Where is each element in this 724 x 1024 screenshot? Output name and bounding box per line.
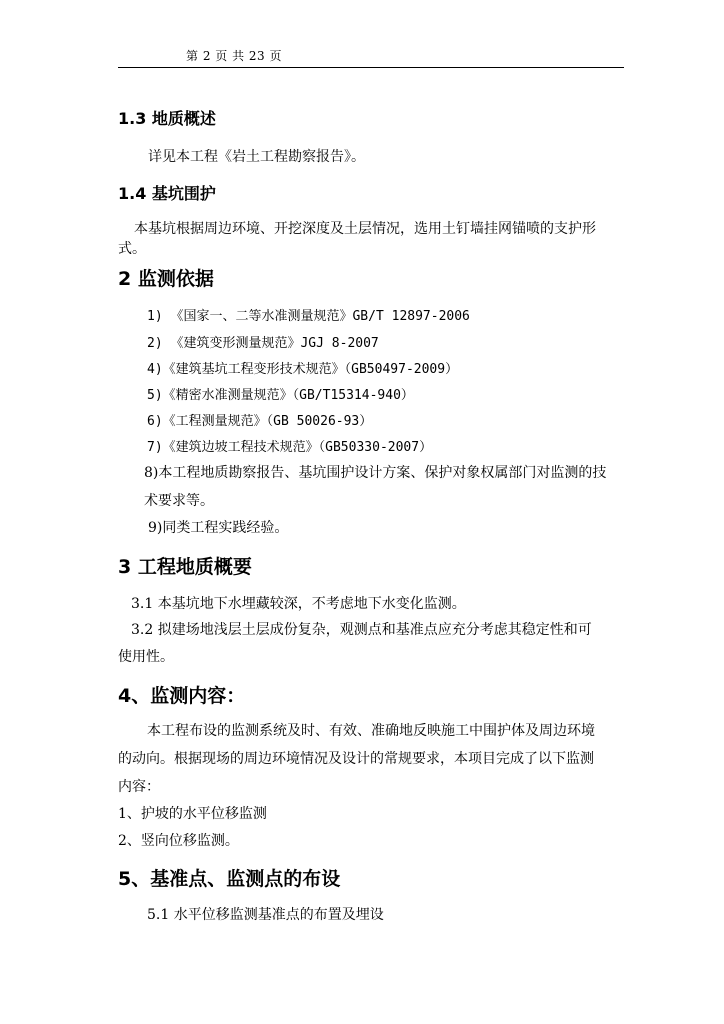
reference-item-8: 8)本工程地质勘察报告、基坑围护设计方案、保护对象权属部门对监测的技 — [144, 465, 607, 481]
section-4-title: 4、监测内容： — [118, 685, 246, 707]
reference-item-7: 7)《建筑边坡工程技术规范》（GB50330-2007） — [147, 440, 433, 455]
section-4-line-2: 的动向。根据现场的周边环境情况及设计的常规要求，本项目完成了以下监测 — [118, 751, 594, 767]
header-rule — [118, 67, 624, 68]
reference-item-2: 2) 《建筑变形测量规范》JGJ 8-2007 — [147, 336, 379, 351]
section-1-4-title: 1.4 基坑围护 — [118, 184, 216, 203]
section-3-line-2: 3.2 拟建场地浅层土层成份复杂，观测点和基准点应充分考虑其稳定性和可 — [131, 622, 592, 638]
section-5-subtitle: 5.1 水平位移监测基准点的布置及埋设 — [147, 907, 384, 923]
section-4-item-2: 2、竖向位移监测。 — [118, 833, 239, 849]
reference-item-8-cont: 术要求等。 — [144, 493, 214, 509]
section-1-3-title: 1.3 地质概述 — [118, 109, 216, 128]
reference-item-1: 1) 《国家一、二等水准测量规范》GB/T 12897-2006 — [147, 309, 470, 324]
section-4-item-1: 1、护坡的水平位移监测 — [118, 806, 267, 822]
section-3-line-3: 使用性。 — [118, 649, 174, 665]
reference-item-5: 5)《精密水准测量规范》（GB/T15314-940） — [147, 388, 414, 403]
section-5-title: 5、基准点、监测点的布设 — [118, 868, 341, 890]
section-4-line-3: 内容： — [118, 779, 160, 795]
section-1-4-body-line-1: 本基坑根据周边环境、开挖深度及土层情况，选用土钉墙挂网锚喷的支护形 — [134, 221, 596, 237]
section-3-line-1: 3.1 本基坑地下水埋藏较深，不考虑地下水变化监测。 — [131, 596, 466, 612]
reference-item-6: 6)《工程测量规范》（GB 50026-93） — [147, 414, 373, 429]
section-1-3-body: 详见本工程《岩土工程勘察报告》。 — [148, 149, 365, 165]
section-4-line-1: 本工程布设的监测系统及时、有效、准确地反映施工中围护体及周边环境 — [147, 723, 595, 739]
section-1-4-body-line-2: 式。 — [118, 241, 146, 257]
page-indicator: 第 2 页 共 23 页 — [186, 49, 282, 63]
reference-item-9: 9)同类工程实践经验。 — [148, 520, 289, 536]
section-2-title: 2 监测依据 — [118, 268, 214, 290]
reference-item-4: 4)《建筑基坑工程变形技术规范》（GB50497-2009） — [147, 362, 459, 377]
section-3-title: 3 工程地质概要 — [118, 556, 252, 578]
